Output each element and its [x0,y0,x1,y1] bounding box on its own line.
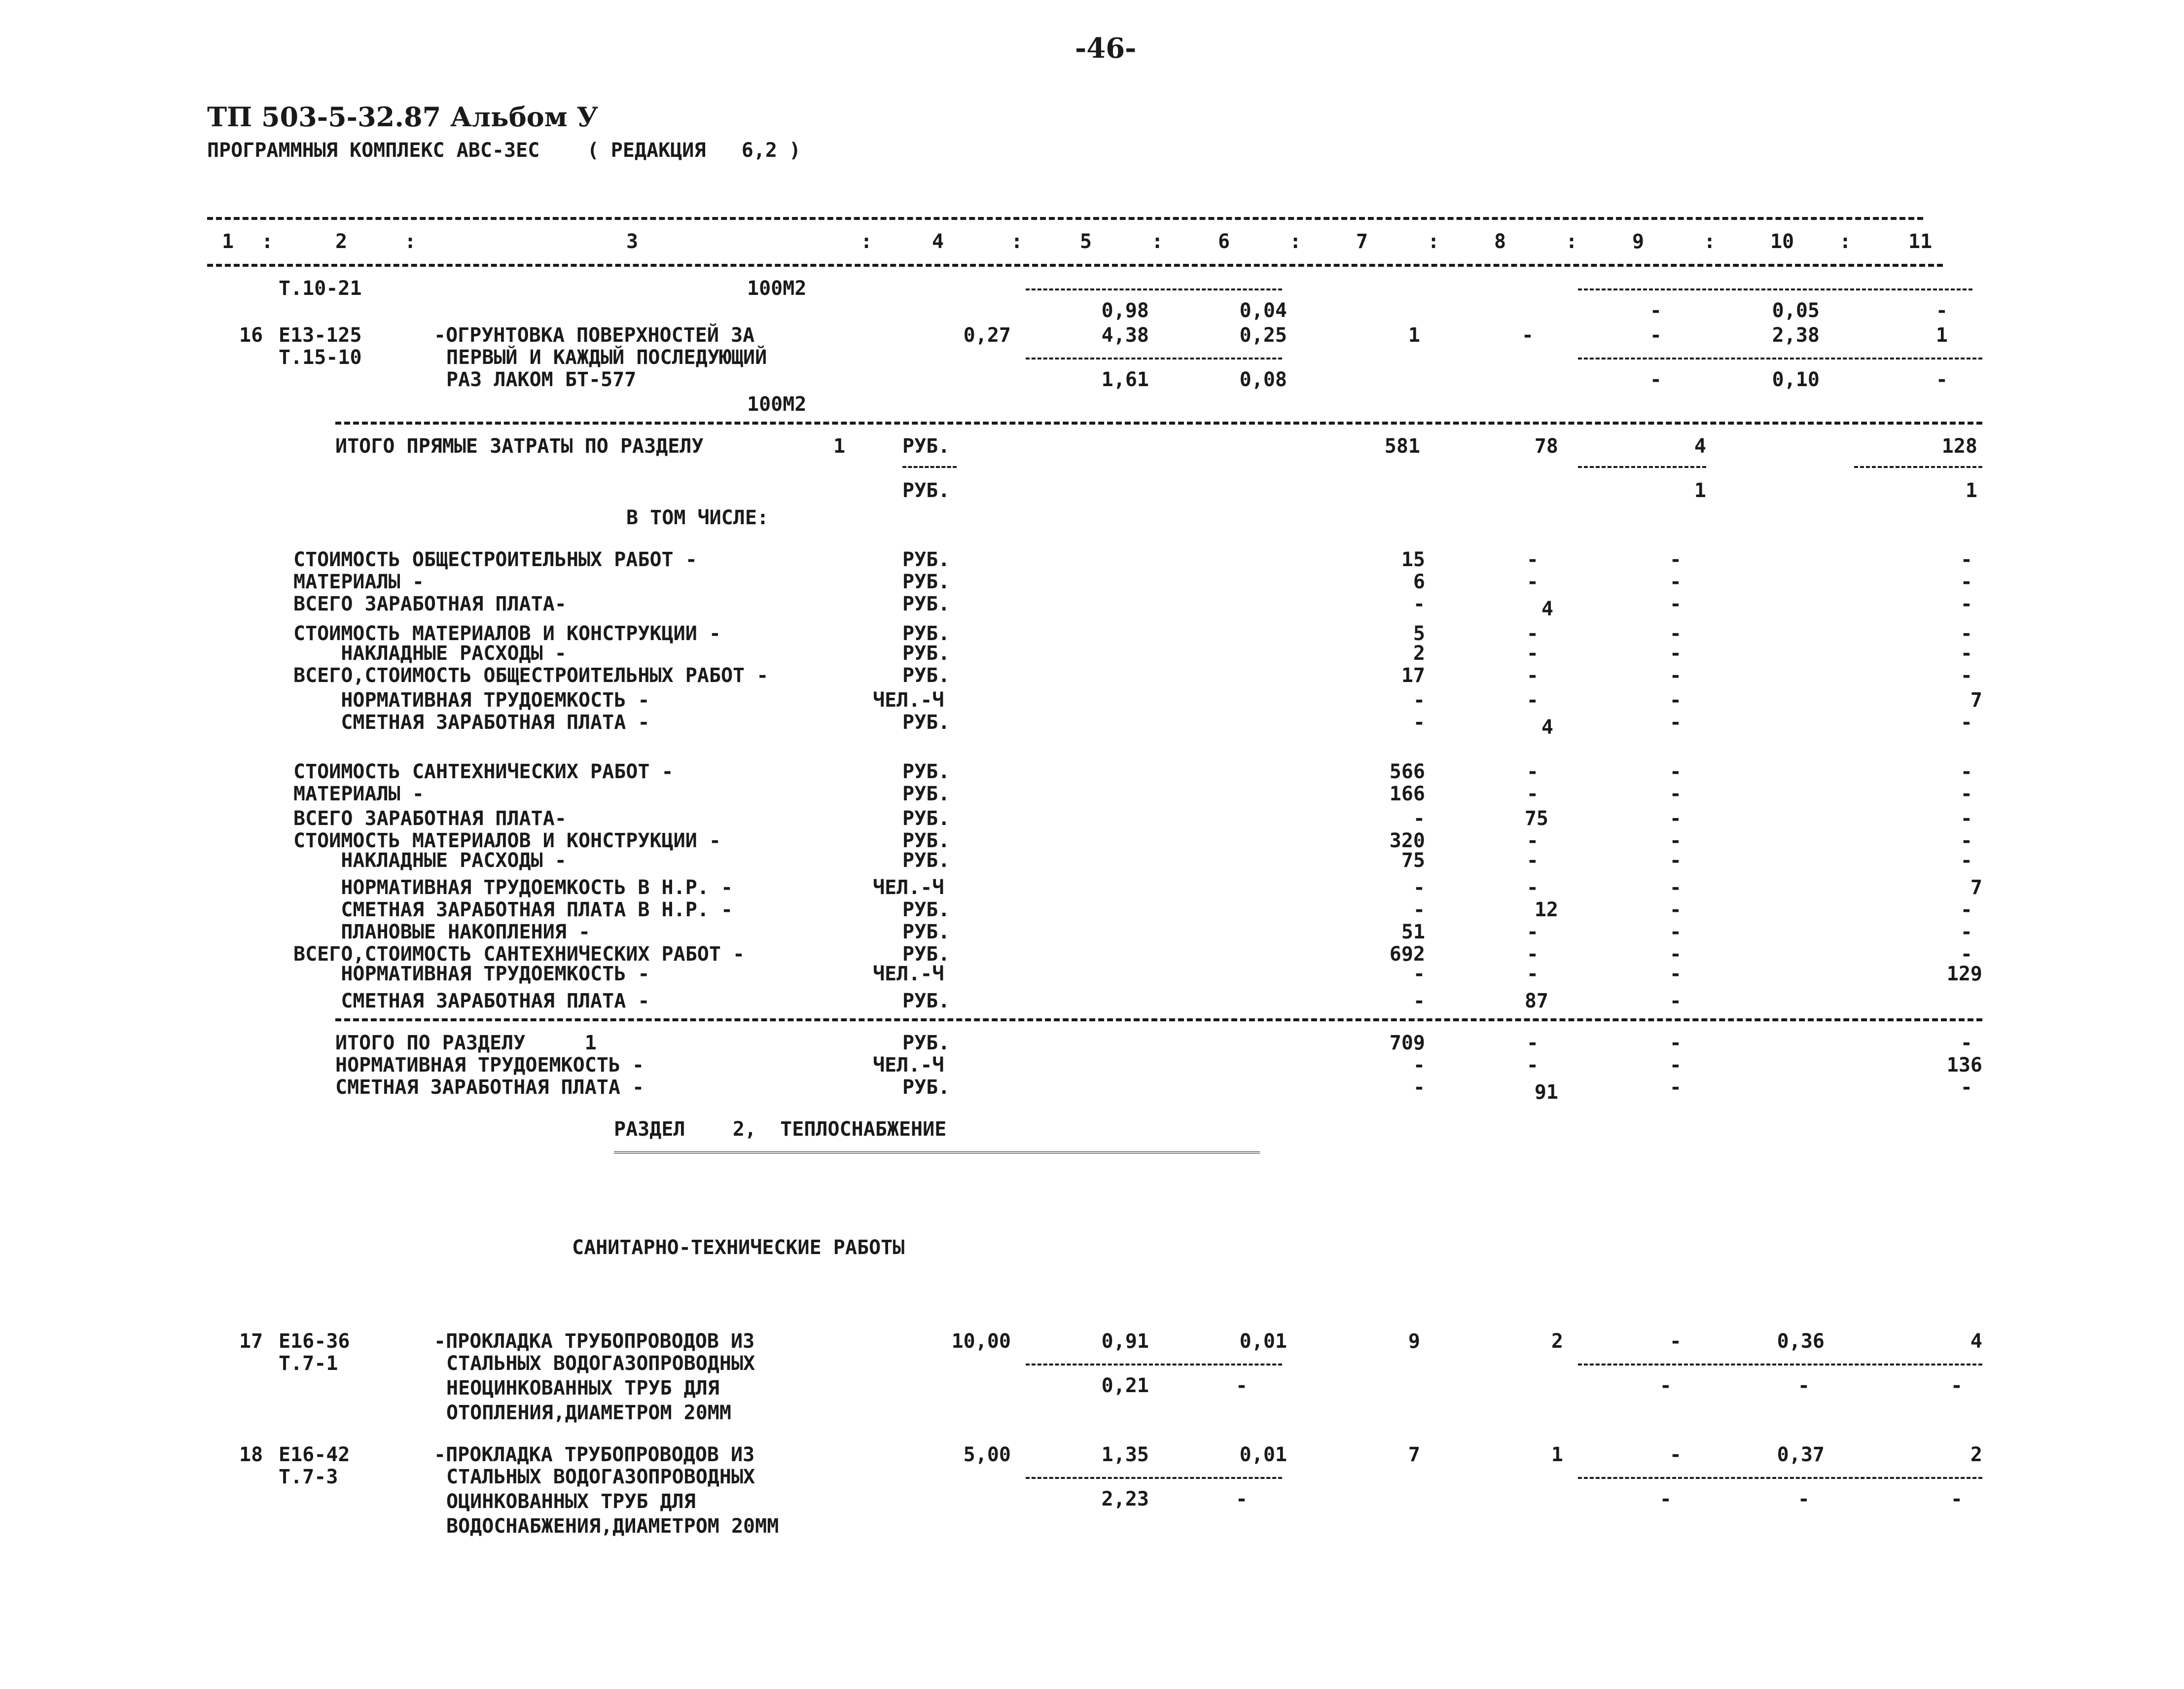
row-code: Т.10-21 [279,277,362,300]
cell-c8: - [1526,943,1539,966]
summary-label: СМЕТНАЯ ЗАРАБОТНАЯ ПЛАТА - [293,711,650,734]
cell-c7: 15 [1401,548,1425,571]
cell-c9-salary: - [1659,1374,1672,1397]
unit-label: РУБ. [902,760,950,783]
row-description: -ОГРУНТОВКА ПОВЕРХНОСТЕЙ ЗА [434,324,755,347]
cell-c10: 0,37 [1777,1443,1825,1466]
unit-label: ЧЕЛ.-Ч [873,1054,944,1077]
section-title: РАЗДЕЛ 2, ТЕПЛОСНАБЖЕНИЕ [614,1118,947,1141]
cell-c11: 4 [1970,1330,1982,1353]
summary-label: ВСЕГО,СТОИМОСТЬ ОБЩЕСТРОИТЕЛЬНЫХ РАБОТ - [293,664,769,687]
cell-c11: 7 [1970,689,1982,712]
column-header: 1 [222,230,234,253]
cell-c7: 51 [1401,921,1425,943]
cell-c11: - [1960,1032,1972,1054]
unit-label: РУБ. [902,807,950,830]
summary-label: ПЛАНОВЫЕ НАКОПЛЕНИЯ - [293,921,591,943]
cell-c11: - [1960,622,1972,645]
header-bottom-rule [207,264,1943,267]
cell-c11: 1 [1935,324,1948,347]
cell-c6-salary: 0,08 [1239,368,1287,391]
cell-c9: - [1669,622,1682,645]
summary-label: ИТОГО ПО РАЗДЕЛУ 1 [335,1032,597,1054]
unit-label: РУБ. [902,829,950,852]
cell-c6: 0,01 [1239,1443,1287,1466]
row-description: СТАЛЬНЫХ ВОДОГАЗОПРОВОДНЫХ [446,1466,755,1488]
cell-c9: - [1669,711,1682,734]
unit-label: РУБ. [902,571,950,593]
unit-label: ЧЕЛ.-Ч [873,689,944,712]
cell-c9: - [1669,1330,1682,1353]
cell-c7: - [1413,807,1425,830]
summary-label: СТОИМОСТЬ МАТЕРИАЛОВ И КОНСТРУКЦИИ - [293,829,721,852]
cell-c11: - [1960,829,1972,852]
cell-c4: 10,00 [951,1330,1011,1353]
document-page: -46- ТП 503-5-32.87 Альбом У ПРОГРАММНЫЯ КОМПЛЕКС АВС-3ЕС ( РЕДАКЦИЯ 6,2 ) 1 2 3 4 5 6 7 8 9 10 11 : : : : : : : : : : Т.10-21 100М2 0,98 0,04 - 0,05 - 16 Е13-125 Т.15-10 -ОГРУНТОВКА ПОВЕРХНОСТЕЙ ЗА ПЕРВЫЙ И КАЖДЫЙ ПОСЛЕДУЮЩИЙ РАЗ ЛАКОМ БТ-577 100М2 0,27 4,38 0,25 1 - - 2,38 1 1,61 0,08 - 0,10 - ИТОГО ПРЯМЫЕ ЗАТРАТЫ ПО РАЗДЕЛУ 1 РУБ. 581 78 4 128 РУБ. 1 1 В ТОМ ЧИСЛЕ: СТОИМОСТЬ ОБЩЕСТРОИТЕЛЬНЫХ РАБОТ - РУБ. 15 - - - МАТЕРИАЛЫ - РУБ. 6 - - - ВСЕГО ЗАРАБОТНАЯ ПЛАТА- РУБ. - 4 - - СТОИМОСТЬ МАТЕРИАЛОВ И КОНСТРУКЦИИ - РУБ. 5 - - - НАКЛАДНЫЕ РАСХОДЫ - РУБ. 2 - - - ВСЕГО,СТОИМОСТЬ ОБЩЕСТРОИТЕЛЬНЫХ РАБОТ - РУБ. 17 - - - НОРМАТИВНАЯ ТРУДОЕМКОСТЬ - ЧЕЛ.-Ч - - - 7 СМЕТНАЯ ЗАРАБОТНАЯ ПЛАТА - РУБ. - 4 - - СТОИМОСТЬ САНТЕХНИЧЕСКИХ РАБОТ - РУБ. 566 - - - МАТЕРИАЛЫ - РУБ. 166 - - - ВСЕГО ЗАРАБОТНАЯ ПЛАТА- РУБ. - 75 - - СТОИМОСТЬ МАТЕРИАЛОВ И КОНСТРУКЦИИ - РУБ. 320 - - - НАКЛАДНЫЕ РАСХОДЫ - РУБ. 75 - - - НОРМАТИВНАЯ ТРУДОЕМКОСТЬ В Н.Р. - ЧЕЛ.-Ч - - - 7 СМЕТНАЯ ЗАРАБОТНАЯ ПЛАТА В Н.Р. - РУБ. - 12 - - ПЛАНОВЫЕ НАКОПЛЕНИЯ - РУБ. 51 - - - ВСЕГО,СТОИМОСТЬ САНТЕХНИЧЕСКИХ РАБОТ - РУБ. 692 - - - НОРМАТИВНАЯ ТРУДОЕМКОСТЬ - ЧЕЛ.-Ч - - - 129 СМЕТНАЯ ЗАРАБОТНАЯ ПЛАТА - РУБ. - 87 - ИТОГО ПО РАЗДЕЛУ 1 РУБ. 709 - - - НОРМАТИВНАЯ ТРУДОЕМКОСТЬ - ЧЕЛ.-Ч - - - 136 СМЕТНАЯ ЗАРАБОТНАЯ ПЛАТА - РУБ. - 91 - - РАЗДЕЛ 2, ТЕПЛОСНАБЖЕНИЕ САНИТАРНО-ТЕХНИЧЕСКИЕ РАБОТЫ 17 Е16-36 Т.7-1 -ПРОКЛАДКА ТРУБОПРОВОДОВ ИЗ СТАЛЬНЫХ ВОДОГАЗОПРОВОДНЫХ НЕОЦИНКОВАННЫХ ТРУБ ДЛЯ ОТОПЛЕНИЯ,ДИАМЕТРОМ 20ММ 10,00 0,91 0,01 9 2 - 0,36 4 0,21 - - - - 18 Е16-42 Т.7-3 -ПРОКЛАДКА ТРУБОПРОВОДОВ ИЗ СТАЛЬНЫХ ВОДОГАЗОПРОВОДНЫХ ОЦИНКОВАННЫХ ТРУБ ДЛЯ ВОДОСНАБЖЕНИЯ,ДИАМЕТРОМ 20ММ 5,00 1,35 0,01 7 1 - 0,37 2 2,23 - - - - [207,32,1982,1538]
row-code: Е13-125 [279,324,362,347]
cell-c11: 128 [1941,435,1977,458]
row-unit: 100М2 [747,277,807,300]
cell-c4: 5,00 [963,1443,1011,1466]
including-label: В ТОМ ЧИСЛЕ: [626,506,769,529]
cell-c9: - [1669,963,1682,985]
cell-c8: 1 [1551,1443,1563,1466]
cell-c9: - [1669,807,1682,830]
summary-label: ВСЕГО ЗАРАБОТНАЯ ПЛАТА- [293,593,567,615]
cell-c8: - [1526,689,1539,712]
cell-c11: 2 [1970,1443,1982,1466]
unit-label: РУБ. [902,479,950,502]
cell-c7: - [1413,593,1425,615]
summary-label: СМЕТНАЯ ЗАРАБОТНАЯ ПЛАТА В Н.Р. - [293,898,733,921]
unit-label: ЧЕЛ.-Ч [873,963,944,985]
page-number: -46- [1075,32,1137,65]
column-header: 4 [932,230,944,253]
cell-c8: - [1526,642,1539,665]
cell-c11: - [1960,943,1972,966]
unit-label: РУБ. [902,1032,950,1054]
cell-c10-salary: - [1797,1374,1810,1397]
cell-c11-salary: - [1950,1488,1963,1510]
row-description: СТАЛЬНЫХ ВОДОГАЗОПРОВОДНЫХ [446,1352,755,1375]
cell-c8: - [1526,622,1539,645]
cell-c9: - [1669,664,1682,687]
cell-c7: 6 [1413,571,1425,593]
cell-c6-salary: - [1235,1374,1248,1397]
cell-c7: 692 [1389,943,1425,966]
row-code-table: Т.15-10 [279,346,362,369]
unit-label: РУБ. [902,711,950,734]
cell-c9: - [1669,783,1682,805]
cell-c7: 320 [1389,829,1425,852]
cell-c11: - [1960,760,1972,783]
summary-label: НОРМАТИВНАЯ ТРУДОЕМКОСТЬ - [293,689,650,712]
summary-label: НОРМАТИВНАЯ ТРУДОЕМКОСТЬ - [335,1054,644,1077]
cell-c11: - [1960,664,1972,687]
row-description: РАЗ ЛАКОМ БТ-577 [446,368,637,391]
total-direct-label: ИТОГО ПРЯМЫЕ ЗАТРАТЫ ПО РАЗДЕЛУ [335,435,704,458]
cell-c7: 9 [1408,1330,1420,1353]
unit-label: РУБ. [902,990,950,1012]
cell-c7: 75 [1401,849,1425,872]
cell-c7: - [1413,963,1425,985]
cell-c7: 166 [1389,783,1425,805]
summary-label: СМЕТНАЯ ЗАРАБОТНАЯ ПЛАТА - [293,990,650,1012]
column-header: 3 [626,230,639,253]
cell-c6: 0,01 [1239,1330,1287,1353]
cell-c7: - [1413,898,1425,921]
cell-c9: - [1669,1054,1682,1077]
cell-c11: - [1960,783,1972,805]
summary-label: НОРМАТИВНАЯ ТРУДОЕМКОСТЬ В Н.Р. - [293,876,733,899]
unit-label: РУБ. [902,1076,950,1099]
row-description: ВОДОСНАБЖЕНИЯ,ДИАМЕТРОМ 20ММ [446,1515,779,1538]
cell-c9-salary: - [1649,368,1662,391]
row-code: Е16-36 [279,1330,350,1353]
cell-c11: - [1960,642,1972,665]
unit-label: РУБ. [902,548,950,571]
cell-c7: - [1413,876,1425,899]
cell-c11: 1 [1965,479,1977,502]
cell-c6: 0,04 [1239,299,1287,322]
cell-c11: - [1960,849,1972,872]
cell-c9: - [1669,849,1682,872]
column-header: 5 [1080,230,1092,253]
cell-c5: 1,35 [1101,1443,1149,1466]
works-title: САНИТАРНО-ТЕХНИЧЕСКИЕ РАБОТЫ [572,1236,905,1259]
summary-label: НАКЛАДНЫЕ РАСХОДЫ - [293,642,567,665]
cell-c8: 87 [1524,990,1548,1012]
cell-c8: 75 [1524,807,1548,830]
cell-c8: - [1526,783,1539,805]
cell-c4: 0,27 [963,324,1011,347]
cell-c7: 581 [1384,435,1420,458]
cell-c6: 0,25 [1239,324,1287,347]
cell-c9: - [1669,548,1682,571]
cell-c9: - [1669,829,1682,852]
cell-c10-salary: 0,10 [1772,368,1820,391]
cell-c11: - [1960,921,1972,943]
cell-c9: - [1669,1032,1682,1054]
column-header: 8 [1494,230,1506,253]
cell-c7: - [1413,990,1425,1012]
unit-label: РУБ. [902,642,950,665]
column-header: 7 [1356,230,1368,253]
cell-c9: - [1669,1076,1682,1099]
cell-c9: 1 [1694,479,1706,502]
row-description: -ПРОКЛАДКА ТРУБОПРОВОДОВ ИЗ [434,1443,755,1466]
column-header: 9 [1632,230,1645,253]
row-code-table: Т.7-1 [279,1352,338,1375]
cell-c5-salary: 1,61 [1101,368,1149,391]
unit-label: РУБ. [902,921,950,943]
cell-c7: 566 [1389,760,1425,783]
cell-c7: - [1413,711,1425,734]
cell-c11: 129 [1946,963,1982,985]
summary-label: СТОИМОСТЬ МАТЕРИАЛОВ И КОНСТРУКЦИИ - [293,622,721,645]
cell-c11-salary: - [1935,368,1948,391]
column-header: 2 [335,230,348,253]
summary-label: СТОИМОСТЬ ОБЩЕСТРОИТЕЛЬНЫХ РАБОТ - [293,548,697,571]
section-title-underline [614,1151,1260,1156]
cell-c9: - [1669,760,1682,783]
cell-c9: - [1669,921,1682,943]
unit-label: РУБ. [902,622,950,645]
cell-c11: - [1935,299,1948,322]
cell-c7: 1 [1408,324,1420,347]
cell-c9: - [1669,990,1682,1012]
cell-c8: - [1526,571,1539,593]
cell-c8: - [1526,760,1539,783]
cell-c9: - [1669,898,1682,921]
row-code-table: Т.7-3 [279,1466,338,1488]
cell-c9: - [1669,876,1682,899]
summary-label: ВСЕГО,СТОИМОСТЬ САНТЕХНИЧЕСКИХ РАБОТ - [293,943,745,966]
cell-c8: - [1526,963,1539,985]
column-header: 11 [1908,230,1933,253]
summary-label: СТОИМОСТЬ САНТЕХНИЧЕСКИХ РАБОТ - [293,760,674,783]
cell-c11: - [1960,807,1972,830]
summary-label: ВСЕГО ЗАРАБОТНАЯ ПЛАТА- [293,807,567,830]
summary-label: МАТЕРИАЛЫ - [293,571,424,593]
row-unit: 100М2 [747,393,807,416]
cell-c8: - [1526,921,1539,943]
row-number: 18 [239,1443,263,1466]
unit-label: РУБ. [902,898,950,921]
cell-c10: 2,38 [1772,324,1820,347]
cell-c11: 136 [1946,1054,1982,1077]
cell-c11: 7 [1970,876,1982,899]
row-description: ПЕРВЫЙ И КАЖДЫЙ ПОСЛЕДУЮЩИЙ [446,346,767,369]
cell-c8: - [1526,664,1539,687]
summary-label: НАКЛАДНЫЕ РАСХОДЫ - [293,849,567,872]
cell-c9: - [1669,642,1682,665]
cell-c11-salary: - [1950,1374,1963,1397]
row-description: -ПРОКЛАДКА ТРУБОПРОВОДОВ ИЗ [434,1330,755,1353]
unit-label: РУБ. [902,849,950,872]
cell-c9: - [1669,1443,1682,1466]
cell-c10: 0,36 [1777,1330,1825,1353]
cell-c8: 78 [1534,435,1558,458]
cell-c8: - [1526,829,1539,852]
unit-label: РУБ. [902,593,950,615]
cell-c8: - [1526,1032,1539,1054]
cell-c8: 4 [1541,716,1553,739]
cell-c11: - [1960,548,1972,571]
cell-c9: - [1669,943,1682,966]
cell-c8: 12 [1534,898,1558,921]
row-description: НЕОЦИНКОВАННЫХ ТРУБ ДЛЯ [446,1377,719,1400]
cell-c8: 91 [1534,1081,1558,1104]
cell-c8: 2 [1551,1330,1563,1353]
table-top-rule [207,217,1923,220]
cell-c5-salary: 2,23 [1101,1488,1149,1510]
column-header: 10 [1770,230,1794,253]
row-number: 16 [239,324,263,347]
cell-c7: 2 [1413,642,1425,665]
unit-label: РУБ. [902,664,950,687]
cell-c11: - [1960,1076,1972,1099]
column-header: 6 [1218,230,1230,253]
cell-c11: - [1960,571,1972,593]
cell-c11: - [1960,898,1972,921]
unit-label: РУБ. [902,783,950,805]
cell-c10-salary: - [1797,1488,1810,1510]
cell-c7: 17 [1401,664,1425,687]
cell-c5: 4,38 [1101,324,1149,347]
cell-c9-salary: - [1659,1488,1672,1510]
cell-c6-salary: - [1235,1488,1248,1510]
row-code: Е16-42 [279,1443,350,1466]
cell-c8: - [1526,548,1539,571]
cell-c11: - [1960,711,1972,734]
cell-c8: - [1526,876,1539,899]
cell-c7: - [1413,1054,1425,1077]
cell-c5: 0,91 [1101,1330,1149,1353]
cell-c9: - [1669,571,1682,593]
cell-c7: - [1413,689,1425,712]
cell-c5: 0,98 [1101,299,1149,322]
cell-c9: 4 [1694,435,1706,458]
summary-label: НОРМАТИВНАЯ ТРУДОЕМКОСТЬ - [293,963,650,985]
unit-label: РУБ. [902,943,950,966]
row-description: ОЦИНКОВАННЫХ ТРУБ ДЛЯ [446,1490,696,1513]
cell-c7: 5 [1413,622,1425,645]
cell-c10: 0,05 [1772,299,1820,322]
cell-c7: 709 [1389,1032,1425,1054]
total-direct-section: 1 [833,435,846,458]
program-title: ПРОГРАММНЫЯ КОМПЛЕКС АВС-3ЕС ( РЕДАКЦИЯ 6,2 ) [207,139,801,162]
summary-label: СМЕТНАЯ ЗАРАБОТНАЯ ПЛАТА - [335,1076,644,1099]
cell-c7: - [1413,1076,1425,1099]
cell-c8: 4 [1541,598,1553,620]
row-description: ОТОПЛЕНИЯ,ДИАМЕТРОМ 20ММ [446,1402,731,1424]
cell-c9: - [1669,689,1682,712]
cell-c9: - [1669,593,1682,615]
unit-label: ЧЕЛ.-Ч [873,876,944,899]
summary-label: МАТЕРИАЛЫ - [293,783,424,805]
cell-c8: - [1526,1054,1539,1077]
cell-c5-salary: 0,21 [1101,1374,1149,1397]
cell-c11: - [1960,593,1972,615]
unit-label: РУБ. [902,435,950,458]
cell-c9: - [1649,324,1662,347]
row-number: 17 [239,1330,263,1353]
document-reference: ТП 503-5-32.87 Альбом У [207,101,599,133]
cell-c8: - [1526,849,1539,872]
cell-c7: 7 [1408,1443,1420,1466]
cell-c8: - [1521,324,1534,347]
